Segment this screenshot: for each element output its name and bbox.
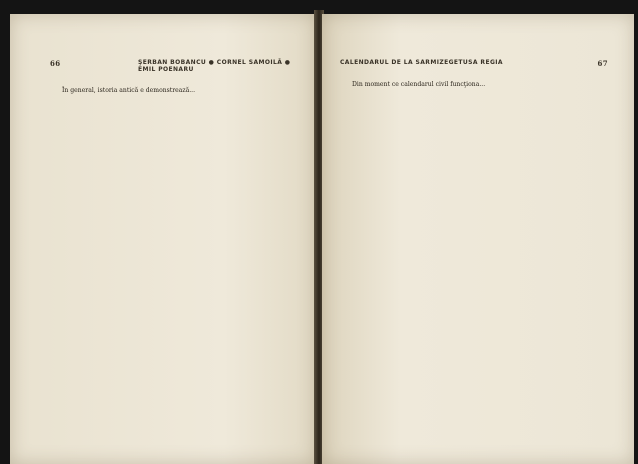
right-page-number: 67 — [597, 59, 608, 68]
left-page — [10, 14, 316, 464]
right-page — [322, 14, 634, 464]
right-running-head-text: CALENDARUL DE LA SARMIZEGETUSA REGIA — [340, 59, 503, 66]
left-running-header — [50, 59, 294, 73]
paragraph: În general, istoria antică e demonstrează... — [62, 87, 196, 94]
left-running-head-text: ŞERBAN BOBANCU ● CORNEL SAMOILĂ ● EMIL POENARU — [138, 59, 291, 73]
left-page-text — [50, 86, 296, 95]
paragraph: Din moment ce calendarul civil funcţiona... — [352, 81, 486, 88]
left-page-number: 66 — [50, 59, 61, 68]
right-page-text — [340, 80, 608, 89]
right-running-header — [340, 59, 608, 73]
